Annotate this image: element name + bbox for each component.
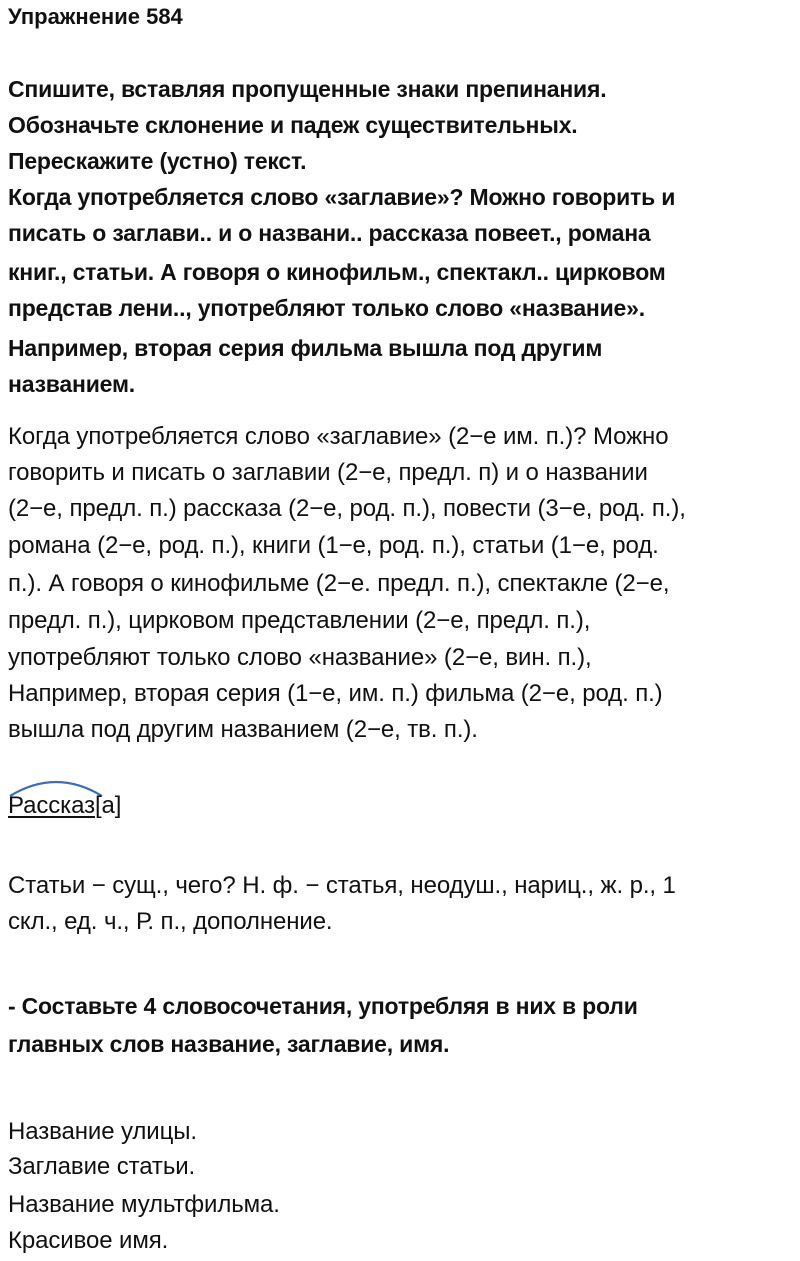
phrase-item: Название улицы. — [8, 1118, 197, 1145]
task-line: Обозначьте склонение и падеж существительных. — [8, 112, 578, 138]
answer-line: говорить и писать о заглавии (2−е, предл. п) и о названии — [8, 459, 648, 486]
task-line: Например, вторая серия фильма вышла под другим — [8, 335, 603, 361]
answer-line: Например, вторая серия (1−е, им. п.) фильма (2−е, род. п.) — [8, 680, 663, 707]
answer-line: романа (2−е, род. п.), книги (1−е, род. п.), статьи (1−е, род. — [8, 532, 659, 559]
task-line: названием. — [8, 371, 135, 397]
answer-line: п.). А говоря о кинофильме (2−е. предл. п.), спектакле (2−е, — [8, 570, 670, 597]
morpheme-analysis — [8, 794, 121, 818]
phrase-item: Название мультфильма. — [8, 1191, 280, 1218]
answer-line: (2−е, предл. п.) рассказа (2−е, род. п.), повести (3−е, род. п.), — [8, 495, 686, 522]
task-line: Когда употребляется слово «заглавие»? Можно говорить и — [8, 184, 676, 210]
task-line: писать о заглави.. и о названи.. рассказа повеет., романа — [8, 220, 651, 246]
exercise-title: Упражнение 584 — [8, 4, 183, 29]
task-line: представ лени.., употребляют только слово «название». — [8, 295, 645, 321]
answer-line: употребляют только слово «название» (2−е, вин. п.), — [8, 644, 592, 671]
answer-line: вышла под другим названием (2−е, тв. п.). — [8, 716, 478, 743]
task2-line: - Составьте 4 словосочетания, употребляя в них в роли — [8, 993, 638, 1019]
phrase-item: Заглавие статьи. — [8, 1153, 196, 1180]
task-line: Спишите, вставляя пропущенные знаки препинания. — [8, 76, 607, 102]
answer-line: Когда употребляется слово «заглавие» (2−е им. п.)? Можно — [8, 423, 669, 450]
analysis-line: Статьи − сущ., чего? Н. ф. − статья, неодуш., нариц., ж. р., 1 — [8, 872, 676, 899]
task-line: книг., статьи. А говоря о кинофильм., спектакл.. цирковом — [8, 259, 666, 285]
analysis-line: скл., ед. ч., Р. п., дополнение. — [8, 908, 333, 935]
task2-line: главных слов название, заглавие, имя. — [8, 1031, 450, 1057]
answer-line: предл. п.), цирковом представлении (2−е, предл. п.), — [8, 607, 591, 634]
task-line: Перескажите (устно) текст. — [8, 148, 307, 174]
word-stem: Рассказ — [8, 792, 95, 819]
word-ending: [а] — [94, 792, 122, 819]
phrase-item: Красивое имя. — [8, 1227, 169, 1254]
